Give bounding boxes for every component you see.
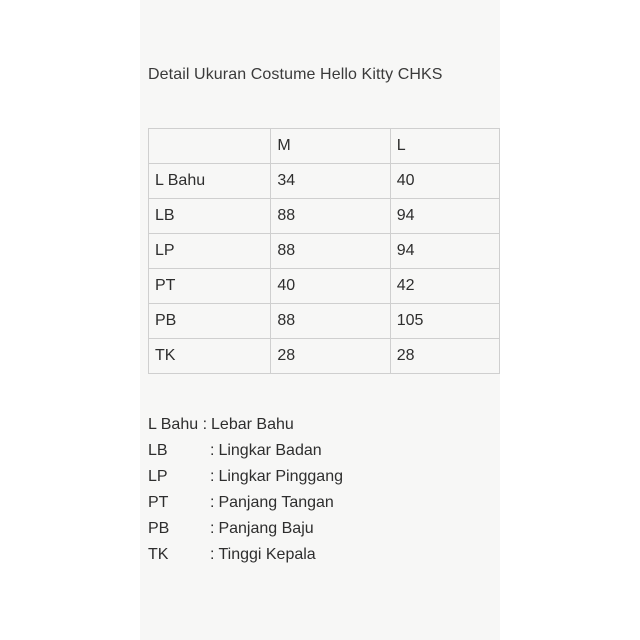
- cell-l: 40: [390, 164, 499, 199]
- legend-meaning: Lebar Bahu: [211, 416, 294, 433]
- cell-l: 42: [390, 269, 499, 304]
- legend-abbr: LB: [148, 442, 168, 459]
- legend-meaning: Lingkar Pinggang: [218, 468, 343, 485]
- cell-m: 28: [271, 339, 390, 374]
- cell-l: 94: [390, 199, 499, 234]
- legend-abbr: PT: [148, 494, 169, 511]
- cell-m: 34: [271, 164, 390, 199]
- size-table: [148, 128, 500, 374]
- header-cell: [149, 129, 271, 164]
- table-row: [149, 234, 500, 269]
- row-label: PT: [149, 269, 271, 304]
- legend-separator: :: [210, 468, 215, 485]
- legend-separator: :: [210, 442, 215, 459]
- table-row: [149, 339, 500, 374]
- legend-item: [148, 438, 343, 464]
- header-cell-m: M: [271, 129, 390, 164]
- table-header-row: [149, 129, 500, 164]
- table-row: [149, 269, 500, 304]
- cell-m: 88: [271, 304, 390, 339]
- legend-meaning: Panjang Baju: [218, 520, 314, 537]
- legend-abbr: TK: [148, 546, 169, 563]
- cell-l: 105: [390, 304, 499, 339]
- row-label: TK: [149, 339, 271, 374]
- row-label: LB: [149, 199, 271, 234]
- header-cell-l: L: [390, 129, 499, 164]
- size-chart-note: [140, 0, 500, 640]
- legend-item: [148, 490, 343, 516]
- table-row: [149, 304, 500, 339]
- legend-separator: :: [202, 416, 208, 433]
- cell-l: 28: [390, 339, 499, 374]
- row-label: LP: [149, 234, 271, 269]
- legend-meaning: Lingkar Badan: [218, 442, 322, 459]
- legend-item: [148, 542, 343, 568]
- legend-abbr: L Bahu: [148, 416, 199, 433]
- cell-m: 40: [271, 269, 390, 304]
- table-row: [149, 199, 500, 234]
- legend-abbr: PB: [148, 520, 170, 537]
- legend-meaning: Panjang Tangan: [218, 494, 334, 511]
- table-row: [149, 164, 500, 199]
- row-label: PB: [149, 304, 271, 339]
- legend-item: [148, 464, 343, 490]
- legend: [148, 412, 343, 568]
- legend-abbr: LP: [148, 468, 168, 485]
- legend-separator: :: [210, 494, 215, 511]
- legend-separator: :: [210, 520, 215, 537]
- legend-item: [148, 516, 343, 542]
- legend-meaning: Tinggi Kepala: [218, 546, 316, 563]
- cell-l: 94: [390, 234, 499, 269]
- legend-item: [148, 412, 343, 438]
- cell-m: 88: [271, 234, 390, 269]
- page-title: Detail Ukuran Costume Hello Kitty CHKS: [148, 66, 443, 83]
- legend-separator: :: [210, 546, 215, 563]
- row-label: L Bahu: [149, 164, 271, 199]
- cell-m: 88: [271, 199, 390, 234]
